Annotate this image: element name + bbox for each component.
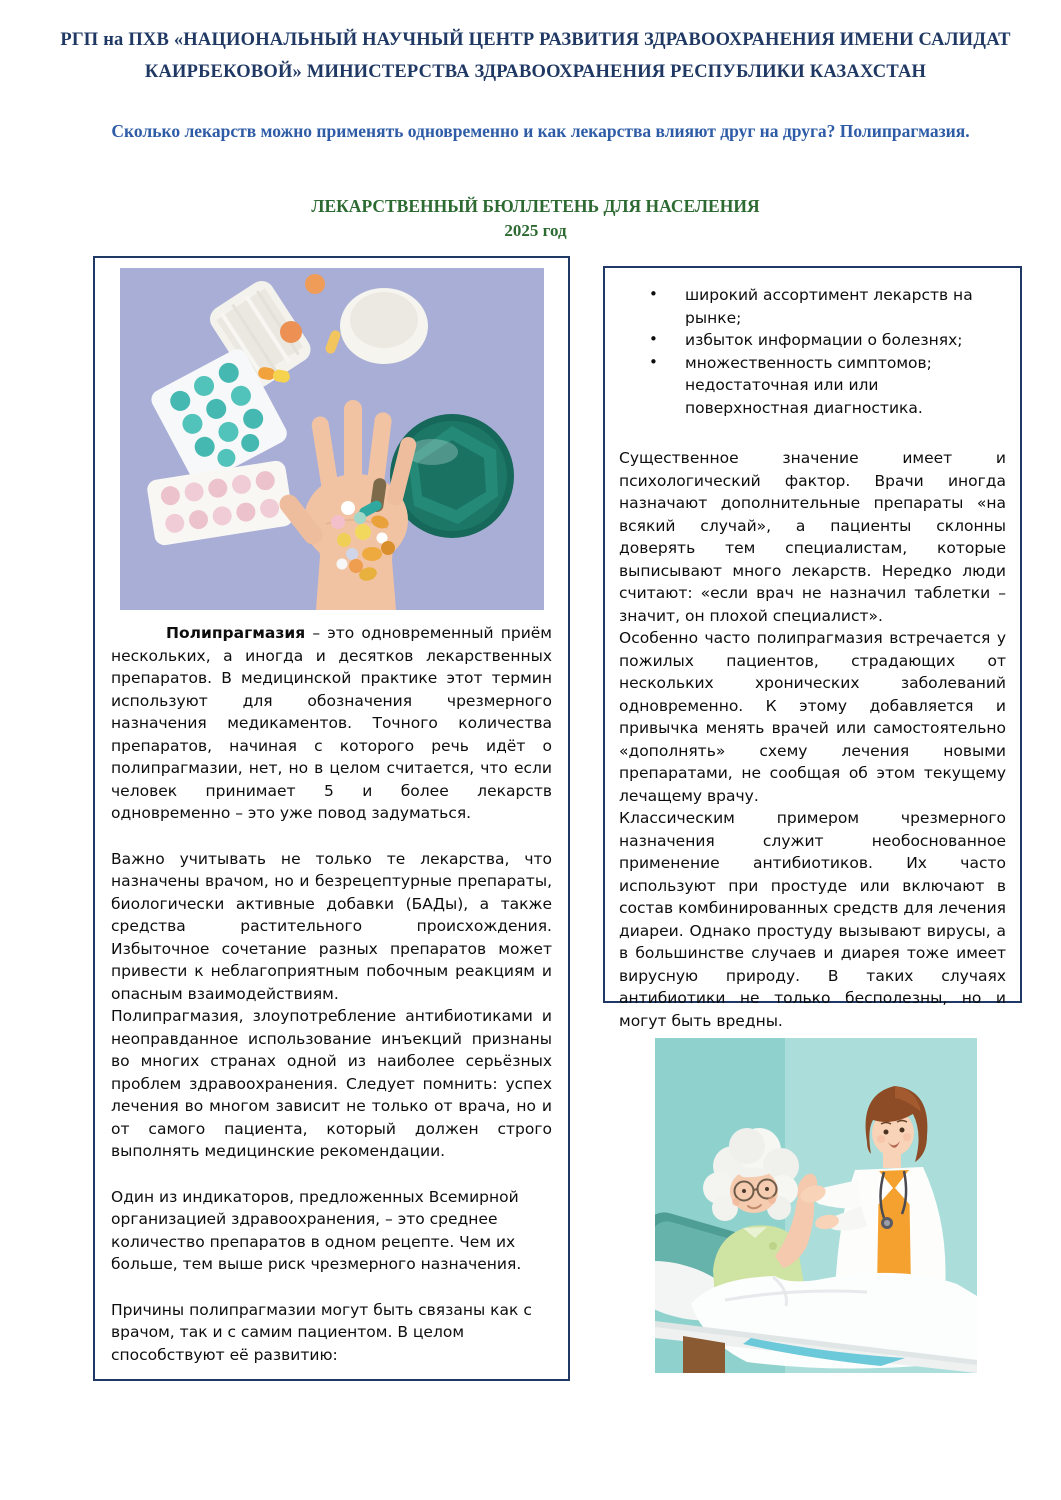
paragraph-who-indicator: Один из индикаторов, предложенных Всемирной организацией здравоохранения, – это среднее количество препаратов в одном рецепте. Чем их больше, тем выше риск чрезмерного назначения. (111, 1187, 522, 1273)
hand-with-pills-photo-svg (120, 268, 544, 610)
paragraph-psychological-factor: Существенное значение имеет и психологический фактор. Врачи иногда назначают дополнительные препараты «на всякий случай», а пациенты склонны доверять тем специалистам, которые выписывают много лекарств. Нередко люди считают: «если врач не назначил таблетки – значит, он плохой специалист». (619, 449, 1006, 625)
bulletin-year: 2025 год (504, 221, 567, 240)
list-item: • множественность симптомов; (649, 352, 932, 372)
left-column-text (95, 622, 568, 1366)
term-polypharmacy: Полипрагмазия (166, 624, 306, 642)
paragraph-elderly-patients: Особенно часто полипрагмазия встречается у пожилых пациентов, страдающих от нескольких хронических заболеваний одновременно. К этому добавляется и привычка менять врачей или самостоятельно «дополнять» схему лечения новыми препаратами, не сообщая об этом текущему лечащему врачу. (619, 629, 1006, 805)
illustration-doctor-elderly-patient (655, 1038, 977, 1373)
paragraph-otc-drugs: Важно учитывать не только те лекарства, что назначены врачом, но и безрецептурные препараты, биологически активные добавки (БАДы), а также средства растительного происхождения. Избыточное сочетание разных препаратов может привести к неблагоприятным побочным реакциям и опасным взаимодействиям. (111, 849, 552, 1003)
photo-hand-with-pills (120, 268, 544, 610)
paragraph-causes-intro: Причины полипрагмазии могут быть связаны как с врачом, так и с самим пациентом. В целом способствуют её развитию: (111, 1300, 532, 1364)
bulletin-title: ЛЕКАРСТВЕННЫЙ БЮЛЛЕТЕНЬ ДЛЯ НАСЕЛЕНИЯ (311, 196, 760, 216)
organization-header: РГП на ПХВ «НАЦИОНАЛЬНЫЙ НАУЧНЫЙ ЦЕНТР РАЗВИТИЯ ЗДРАВООХРАНЕНИЯ ИМЕНИ САЛИДАТ КАИРБЕКОВОЙ» МИНИСТЕРСТВА ЗДРАВООХРАНЕНИЯ РЕСПУБЛИКИ КАЗАХСТАН (60, 30, 1011, 82)
list-item: • широкий ассортимент лекарств на рынке; (649, 285, 973, 327)
orange-pill (305, 274, 325, 294)
list-item: • избыток информации о болезнях; (649, 330, 963, 349)
left-column-box (93, 256, 570, 1381)
list-item-continuation: недостаточная или или поверхностная диагностика. (685, 376, 923, 417)
causes-bullet-list (619, 284, 1006, 419)
paragraph-definition: Полипрагмазия – это одновременный приём нескольких, а иногда и десятков лекарственных препаратов. В медицинской практике этот термин используют для обозначения чрезмерного назначения медикаментов. Точного количества препаратов, начиная с которого речь идёт о полипрагмазии, нет, но в целом считается, что если человек принимает 5 и более лекарств одновременно – это уже повод задуматься. (111, 624, 552, 822)
paragraph-antibiotic-abuse: Полипрагмазия, злоупотребление антибиотиками и неоправданное использование инъекций признаны во многих странах одной из наиболее серьёзных проблем здравоохранения. Следует помнить: успех лечения во многом зависит не только от врача, но и от самого пациента, который должен строго выполнять медицинские рекомендации. (111, 1007, 552, 1160)
bullet-icon: • (649, 285, 658, 303)
right-column-text (605, 284, 1020, 1032)
paragraph-antibiotics-example: Классическим примером чрезмерного назначения служит необоснованное применение антибиотиков. Их часто используют при простуде или включают в состав комбинированных средств для лечения диареи. Однако простуду вызывают вирусы, а в большинстве случаев и диарея тоже имеет вирусную природу. В таких случаях антибиотики не только бесполезны, но и могут быть вредны. (619, 809, 1006, 1030)
bullet-icon: • (649, 352, 658, 371)
topic-title: Сколько лекарств можно применять одновременно и как лекарства влияют друг на друга? Полипрагмазия. (111, 121, 970, 141)
bullet-icon: • (649, 330, 658, 348)
right-column-box (603, 266, 1022, 1030)
doctor-patient-illustration-svg (655, 1038, 977, 1373)
